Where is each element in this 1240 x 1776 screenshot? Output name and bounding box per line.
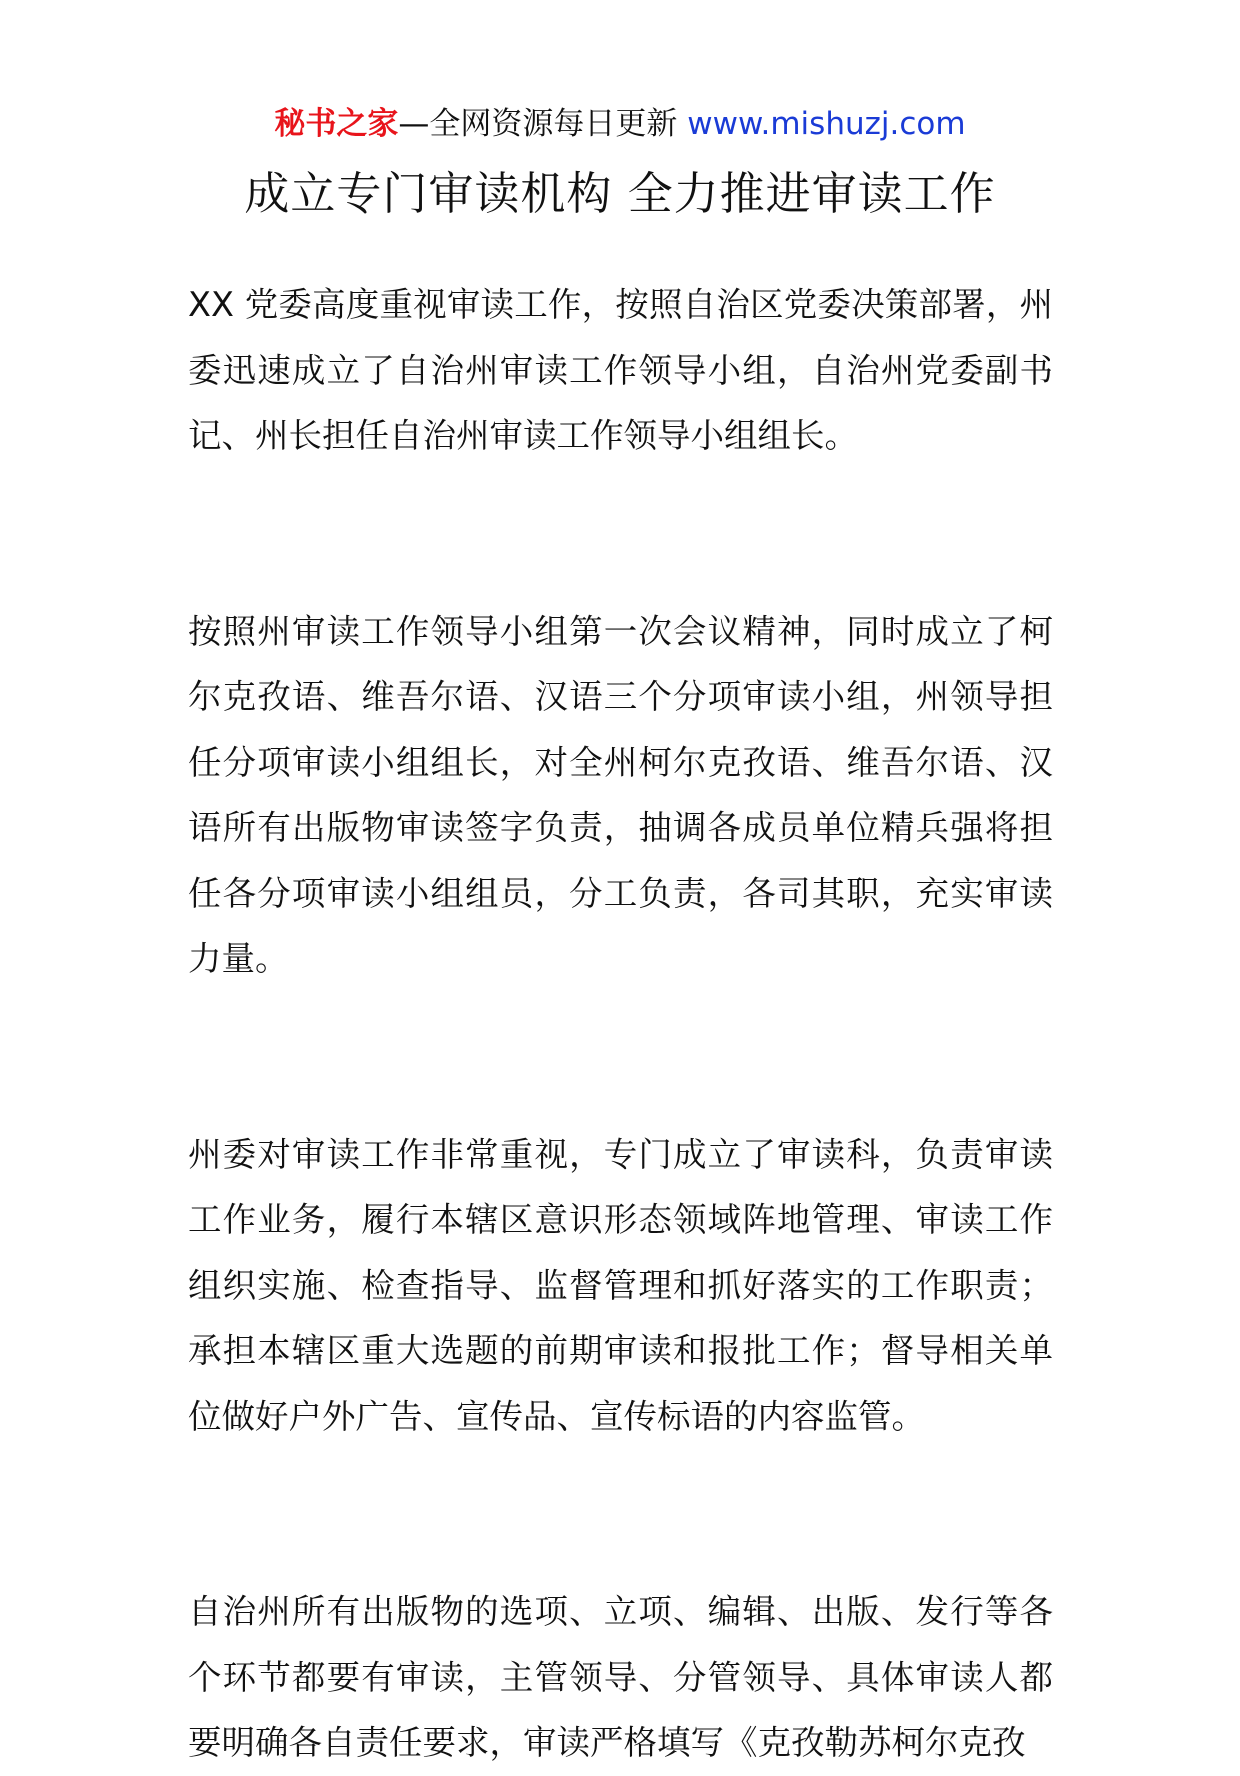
paragraph-4: 自治州所有出版物的选项、立项、编辑、出版、发行等各个环节都要有审读，主管领导、分管领导、具体审读人都要明确各自责任要求，审读严格填写《克孜勒苏柯尔克孜 — [188, 1592, 1053, 1762]
site-banner — [0, 100, 1240, 148]
site-url-link[interactable]: www.mishuzj.com — [687, 106, 966, 142]
document-body — [188, 272, 1053, 1776]
banner-slogan: —全网资源每日更新 — [398, 106, 688, 142]
paragraph-1: XX 党委高度重视审读工作，按照自治区党委决策部署，州委迅速成立了自治州审读工作领导小组，自治州党委副书记、州长担任自治州审读工作领导小组组长。 — [188, 285, 1053, 455]
brand-name: 秘书之家 — [274, 106, 399, 142]
paragraph-3: 州委对审读工作非常重视，专门成立了审读科，负责审读工作业务，履行本辖区意识形态领域阵地管理、审读工作组织实施、检查指导、监督管理和抓好落实的工作职责；承担本辖区重大选题的前期审读和报批工作；督导相关单位做好户外广告、宣传品、宣传标语的内容监管。 — [188, 1134, 1053, 1436]
document-title: 成立专门审读机构 全力推进审读工作 — [244, 167, 996, 220]
paragraph-2: 按照州审读工作领导小组第一次会议精神，同时成立了柯尔克孜语、维吾尔语、汉语三个分项审读小组，州领导担任分项审读小组组长，对全州柯尔克孜语、维吾尔语、汉语所有出版物审读签字负责，抽调各成员单位精兵强将担任各分项审读小组组员，分工负责，各司其职，充实审读力量。 — [188, 611, 1053, 978]
